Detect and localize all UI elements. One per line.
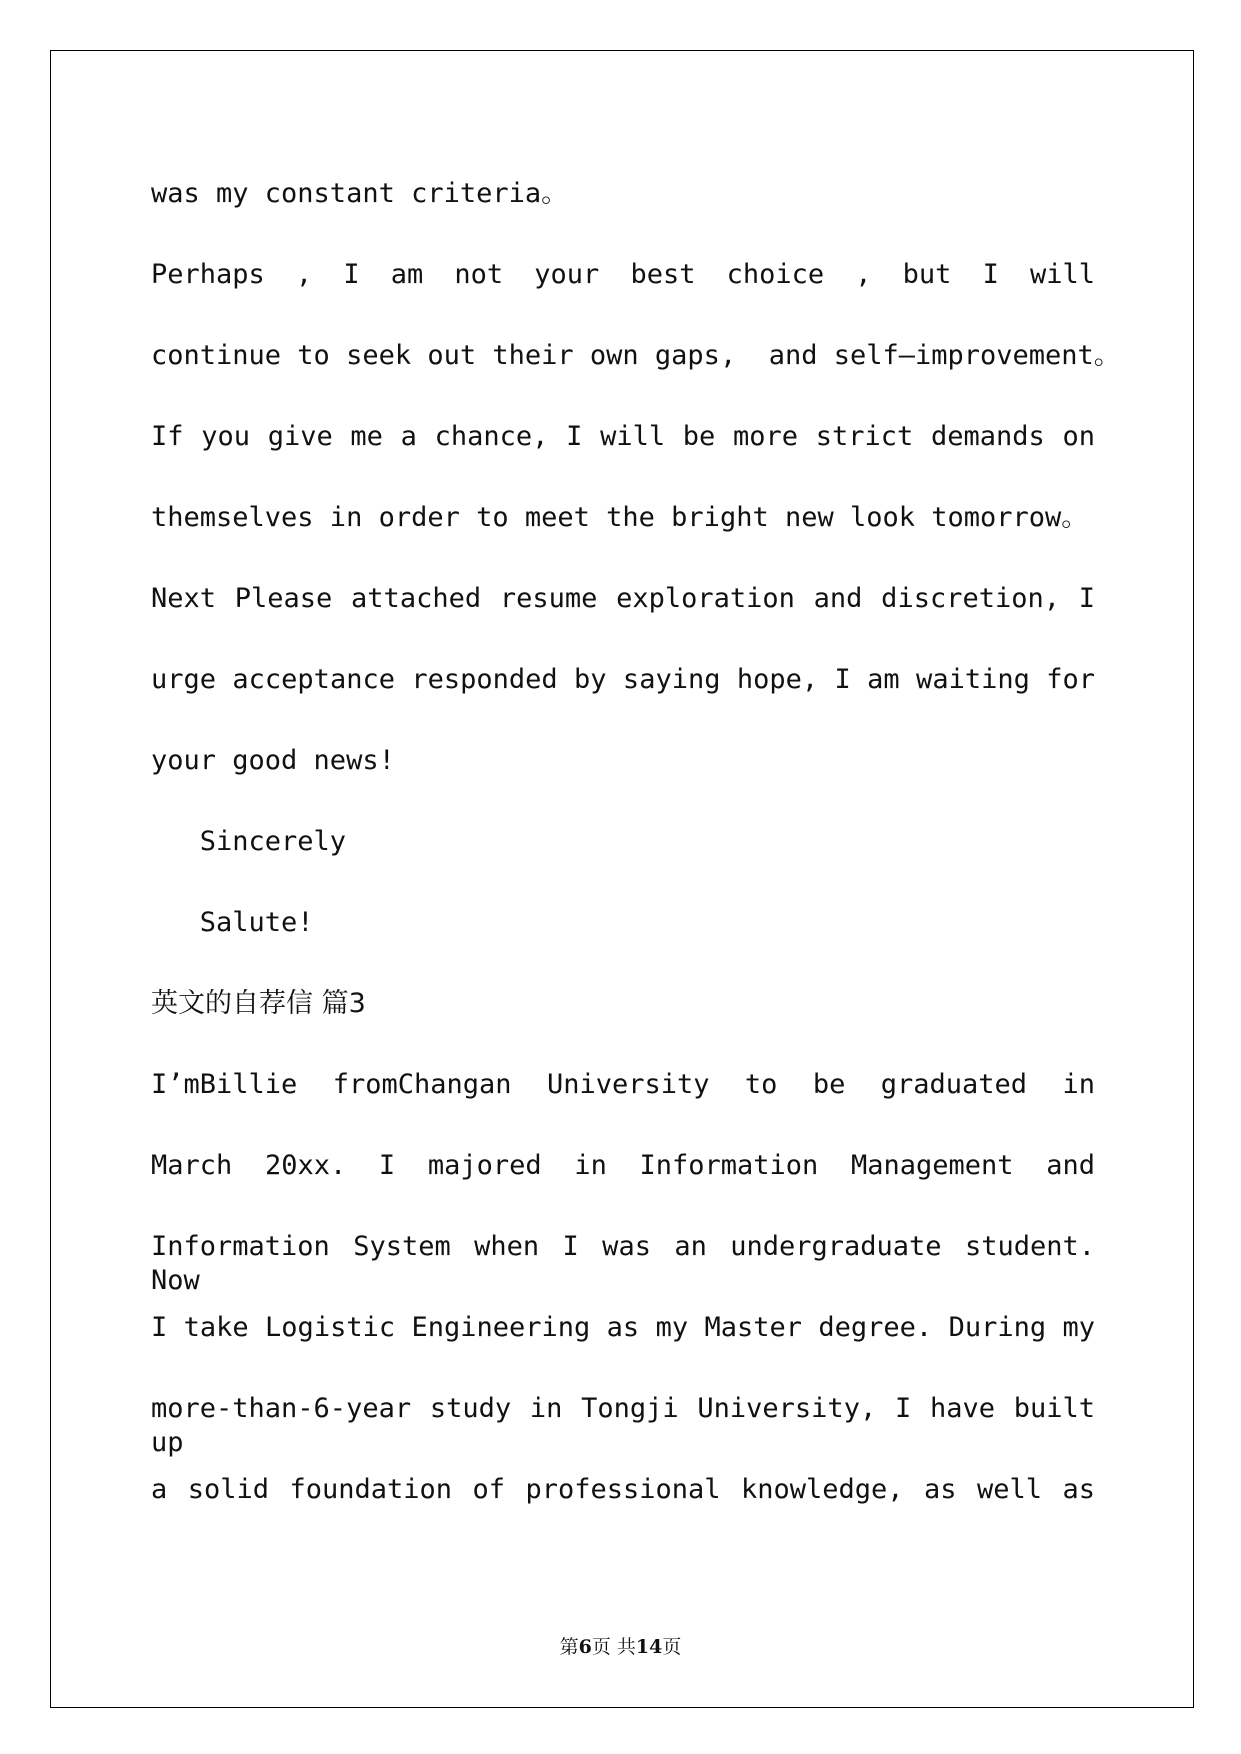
text-line-14: Information System when I was an undergraduate student. Now <box>151 1231 1095 1296</box>
text-line-12: I’mBillie fromChangan University to be graduated in <box>151 1069 1095 1100</box>
text-line-3: continue to seek out their own gaps, and self—improvement。 <box>151 340 1121 371</box>
text-line-7: urge acceptance responded by saying hope, I am waiting for <box>151 664 1095 695</box>
text-line-15: I take Logistic Engineering as my Master degree. During my <box>151 1312 1095 1343</box>
text-line-8: your good news! <box>151 745 395 776</box>
section-heading: 英文的自荐信 篇3 <box>151 988 366 1019</box>
footer-prefix: 第 <box>559 1636 579 1658</box>
footer-page-number: 6 <box>578 1636 592 1658</box>
footer-suffix: 页 <box>662 1636 682 1658</box>
text-line-13: March 20xx. I majored in Information Management and <box>151 1150 1095 1181</box>
text-line-4: If you give me a chance, I will be more strict demands on <box>151 421 1095 452</box>
text-line-6: Next Please attached resume exploration and discretion, I <box>151 583 1095 614</box>
footer-mid: 页 共 <box>591 1636 636 1658</box>
text-line-17: a solid foundation of professional knowledge, as well as <box>151 1474 1095 1505</box>
text-line-sincerely: Sincerely <box>151 826 347 857</box>
text-line-5: themselves in order to meet the bright new look tomorrow。 <box>151 502 1089 533</box>
page-border <box>50 50 1194 1708</box>
text-line-1: was my constant criteria。 <box>151 178 569 209</box>
page-footer <box>0 1634 1241 1660</box>
text-line-salute: Salute! <box>151 907 314 938</box>
text-line-16: more-than-6-year study in Tongji University, I have built up <box>151 1393 1095 1458</box>
footer-total-pages: 14 <box>635 1636 663 1658</box>
text-line-2: Perhaps , I am not your best choice , but I will <box>151 259 1095 290</box>
